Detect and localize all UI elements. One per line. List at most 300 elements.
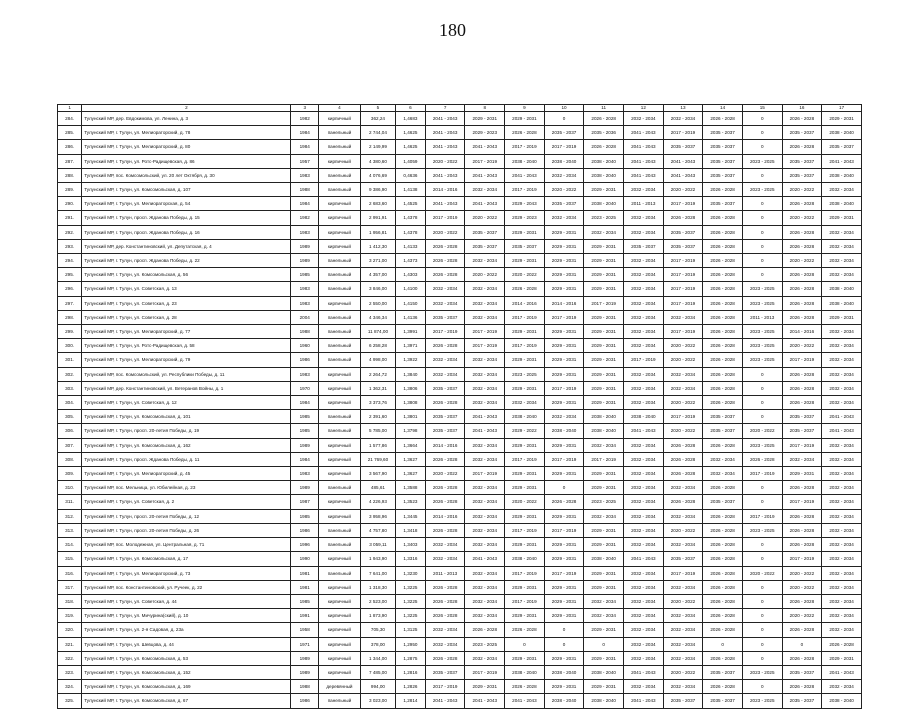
address-cell: Тулунский МР, г. Тулун, ул. Шевцова, д. 44 [82,637,291,651]
table-cell: 3 567,90 [360,467,395,481]
table-cell: 2035 - 2037 [703,424,743,438]
table-cell: 2026 - 2028 [663,438,703,452]
table-cell: 1 943,90 [360,552,395,566]
table-cell: 1983 [291,367,319,381]
table-cell: 2032 - 2034 [822,367,862,381]
table-cell: 2026 - 2028 [703,381,743,395]
column-header: 3 [291,105,319,112]
column-header: 13 [663,105,703,112]
row-number-cell: 325. [58,694,82,708]
table-cell: 2017 - 2019 [742,509,782,523]
table-cell: 2032 - 2034 [465,381,505,395]
table-cell: 2032 - 2034 [465,452,505,466]
table-cell: 2026 - 2028 [703,609,743,623]
table-cell: 2032 - 2034 [425,538,465,552]
address-cell: Тулунский МР, г. Тулун, ул. Советская, д. 12 [82,396,291,410]
table-cell: 2035 - 2037 [425,410,465,424]
table-cell: 2032 - 2034 [663,637,703,651]
table-row [58,268,862,282]
table-cell: 2014 - 2016 [425,438,465,452]
table-cell: 2029 - 2031 [544,239,584,253]
table-cell: 2038 - 2040 [822,296,862,310]
table-cell: 2017 - 2019 [465,339,505,353]
column-header: 5 [360,105,395,112]
table-cell: кирпичный [319,438,361,452]
table-cell: 2041 - 2043 [425,694,465,708]
table-cell: 2032 - 2034 [624,637,664,651]
table-cell: 2017 - 2019 [544,523,584,537]
table-cell: 1 362,31 [360,381,395,395]
table-cell: 2032 - 2034 [624,566,664,580]
table-row [58,140,862,154]
table-cell: панельный [319,410,361,424]
table-row [58,154,862,168]
table-cell: 2026 - 2028 [782,523,822,537]
row-number-cell: 294. [58,254,82,268]
table-cell: 2011 - 2013 [425,566,465,580]
table-cell: 2020 - 2022 [663,396,703,410]
table-cell: 0 [742,197,782,211]
table-cell: 1982 [291,112,319,126]
table-cell: 2023 - 2025 [584,211,624,225]
table-cell: 2029 - 2043 [505,197,545,211]
table-cell: 2026 - 2028 [663,467,703,481]
table-cell: 1989 [291,254,319,268]
table-row [58,495,862,509]
table-cell: 1,3808 [396,396,426,410]
table-cell: 2029 - 2031 [544,538,584,552]
table-cell: 2029 - 2031 [544,268,584,282]
address-cell: Тулунский МР, дер. Константиновский, ул. Ветеранов Войны, д. 1 [82,381,291,395]
table-cell: 2017 - 2019 [663,566,703,580]
table-cell: 2041 - 2043 [465,410,505,424]
row-number-cell: 316. [58,566,82,580]
table-cell: 2029 - 2031 [505,353,545,367]
table-cell: 2032 - 2034 [822,552,862,566]
table-row [58,168,862,182]
table-cell: кирпичный [319,623,361,637]
table-cell: 2041 - 2043 [624,665,664,679]
table-cell: панельный [319,183,361,197]
table-cell: 0 [742,680,782,694]
table-cell: кирпичный [319,637,361,651]
table-cell: кирпичный [319,296,361,310]
table-cell: 2029 - 2031 [505,609,545,623]
table-cell: 2026 - 2028 [703,623,743,637]
table-cell: 2026 - 2028 [703,296,743,310]
table-cell: 3 846,00 [360,282,395,296]
table-row [58,225,862,239]
column-header: 8 [465,105,505,112]
table-cell: панельный [319,268,361,282]
table-cell: 2032 - 2034 [822,254,862,268]
table-cell: 1,3971 [396,339,426,353]
table-cell: 2029 - 2031 [544,680,584,694]
table-cell: кирпичный [319,225,361,239]
table-cell: 1,3664 [396,438,426,452]
table-cell: 362,24 [360,112,395,126]
table-row [58,197,862,211]
table-cell: 2032 - 2034 [822,566,862,580]
column-header: 4 [319,105,361,112]
table-row [58,183,862,197]
address-cell: Тулунский МР, г. Тулун, ул. Мелиораторский, д. 79 [82,353,291,367]
table-cell: 0 [742,126,782,140]
table-cell: 1,4683 [396,112,426,126]
table-row [58,367,862,381]
address-cell: Тулунский МР, г. Тулун, просп. 20-летия Победы, д. 12 [82,509,291,523]
table-cell: 2032 - 2034 [822,353,862,367]
table-cell: панельный [319,566,361,580]
table-cell: 2026 - 2028 [584,140,624,154]
table-row [58,680,862,694]
row-number-cell: 305. [58,410,82,424]
table-cell: 2038 - 2040 [584,424,624,438]
table-cell: 1,3125 [396,623,426,637]
table-cell: 2029 - 2031 [584,339,624,353]
address-cell: Тулунский МР, пос. Константиновский, ул. Ручеек, д. 22 [82,580,291,594]
table-cell: 2032 - 2034 [703,467,743,481]
column-header: 17 [822,105,862,112]
address-cell: Тулунский МР, г. Тулун, ул. Мелиораторский, д. 45 [82,467,291,481]
table-cell: 2026 - 2028 [425,254,465,268]
table-cell: 2026 - 2028 [425,396,465,410]
table-cell: 2026 - 2028 [782,268,822,282]
table-cell: 2029 - 2031 [584,381,624,395]
table-cell: 7 641,00 [360,566,395,580]
table-cell: 0 [742,268,782,282]
table-row [58,637,862,651]
table-cell: 2026 - 2028 [703,239,743,253]
table-cell: 1970 [291,381,319,395]
table-cell: 2017 - 2019 [505,523,545,537]
table-cell: 4 346,34 [360,310,395,324]
table-cell: 0 [782,637,822,651]
table-cell: 2011 - 2013 [742,310,782,324]
table-cell: 2032 - 2034 [624,651,664,665]
table-cell: 0,4636 [396,168,426,182]
table-cell: 2020 - 2022 [742,424,782,438]
table-cell: 2032 - 2034 [544,211,584,225]
table-cell: 2035 - 2037 [822,140,862,154]
table-cell: 2014 - 2016 [425,183,465,197]
table-cell: 1989 [291,665,319,679]
table-cell: 2029 - 2031 [584,566,624,580]
table-cell: 2026 - 2028 [703,225,743,239]
table-cell: 2026 - 2028 [584,112,624,126]
address-cell: Тулунский МР, пос. Комсомольский, ул. 20 лет Октября, д. 30 [82,168,291,182]
table-cell: 1,3588 [396,481,426,495]
table-cell: 2029 - 2031 [505,580,545,594]
table-cell: 1996 [291,538,319,552]
table-cell: 2029 - 2031 [544,594,584,608]
row-number-cell: 321. [58,637,82,651]
table-row [58,353,862,367]
table-cell: 2029 - 2031 [584,623,624,637]
table-cell: 2026 - 2028 [703,566,743,580]
table-row [58,566,862,580]
table-cell: 0 [742,254,782,268]
table-row [58,310,862,324]
table-cell: 3 373,76 [360,396,395,410]
table-cell: 2026 - 2028 [703,268,743,282]
table-cell: 1990 [291,552,319,566]
row-number-cell: 293. [58,239,82,253]
table-cell: 2032 - 2034 [465,438,505,452]
table-cell: 1,4373 [396,254,426,268]
table-cell: 2017 - 2019 [782,438,822,452]
table-cell: 2029 - 2031 [584,310,624,324]
table-cell: 1,3627 [396,467,426,481]
table-cell: 4 998,00 [360,353,395,367]
table-cell: 2026 - 2028 [782,594,822,608]
table-cell: 1988 [291,325,319,339]
table-cell: 2041 - 2043 [624,552,664,566]
address-cell: Тулунский МР, г. Тулун, ул. Комсомольская, д. 152 [82,665,291,679]
table-cell: 2035 - 2037 [782,126,822,140]
table-cell: 2017 - 2019 [505,566,545,580]
table-cell: панельный [319,254,361,268]
table-cell: 2032 - 2034 [822,523,862,537]
table-cell: 2020 - 2022 [425,467,465,481]
table-cell: 0 [742,594,782,608]
table-cell: 2017 - 2019 [663,197,703,211]
table-cell: 1983 [291,467,319,481]
table-cell: 2032 - 2034 [624,325,664,339]
table-cell: 2032 - 2034 [425,282,465,296]
table-cell: 2017 - 2019 [425,325,465,339]
table-cell: 2038 - 2040 [822,126,862,140]
row-number-cell: 303. [58,381,82,395]
table-cell: 2023 - 2025 [742,183,782,197]
table-cell: 2032 - 2034 [822,594,862,608]
table-cell: 2032 - 2034 [822,325,862,339]
table-cell: 1,4625 [396,140,426,154]
table-cell: 2029 - 2031 [584,282,624,296]
table-cell: 2029 - 2031 [584,396,624,410]
table-cell: 2023 - 2025 [742,523,782,537]
table-cell: 4 757,80 [360,523,395,537]
table-cell: 2032 - 2034 [822,183,862,197]
table-cell: панельный [319,168,361,182]
address-cell: Тулунский МР, г. Тулун, ул. Ротс-Радищевская, д. 58 [82,339,291,353]
address-cell: Тулунский МР, г. Тулун, ул. Мелиораторский, д. 78 [82,126,291,140]
table-row [58,282,862,296]
table-cell: 2029 - 2031 [505,467,545,481]
table-cell: 2035 - 2037 [425,424,465,438]
table-cell: 21 769,60 [360,452,395,466]
table-cell: 2032 - 2034 [624,183,664,197]
table-cell: 1,2950 [396,637,426,651]
table-cell: 1,3418 [396,523,426,537]
table-cell: 2038 - 2040 [544,694,584,708]
table-cell: 2029 - 2031 [544,367,584,381]
table-cell: 2035 - 2037 [782,424,822,438]
table-cell: 2032 - 2034 [624,467,664,481]
table-cell: 2032 - 2034 [465,566,505,580]
column-header: 14 [703,105,743,112]
table-cell: 2041 - 2043 [465,168,505,182]
table-cell: 2032 - 2034 [624,523,664,537]
table-row [58,623,862,637]
column-header: 1 [58,105,82,112]
table-cell: панельный [319,538,361,552]
table-cell: 1983 [291,282,319,296]
table-row [58,211,862,225]
row-number-cell: 315. [58,552,82,566]
table-cell: 2020 - 2022 [742,566,782,580]
column-header: 11 [584,105,624,112]
table-cell: 2 744,04 [360,126,395,140]
table-cell: 6 258,28 [360,339,395,353]
table-cell: 2023 - 2025 [742,296,782,310]
table-cell: 2026 - 2028 [425,580,465,594]
table-cell: 1985 [291,424,319,438]
table-cell: 2017 - 2019 [505,183,545,197]
table-cell: 2035 - 2037 [782,410,822,424]
table-cell: 2035 - 2037 [505,239,545,253]
table-cell: 2032 - 2034 [822,580,862,594]
table-cell: 2032 - 2034 [624,509,664,523]
table-cell: 2026 - 2028 [505,680,545,694]
table-cell: панельный [319,353,361,367]
table-cell: 2 391,60 [360,410,395,424]
table-cell: 2020 - 2022 [663,353,703,367]
table-cell: 2032 - 2034 [663,580,703,594]
table-cell: 2026 - 2028 [782,282,822,296]
table-cell: 2032 - 2034 [584,509,624,523]
address-cell: Тулунский МР, г. Тулун, просп. 20-летия Победы, д. 19 [82,424,291,438]
address-cell: Тулунский МР, пос. Комсомольский, ул. Республики Победы, д. 11 [82,367,291,381]
table-cell: 1,2875 [396,651,426,665]
table-cell: 1984 [291,396,319,410]
table-cell: 2038 - 2040 [822,694,862,708]
table-cell: 2029 - 2031 [584,651,624,665]
table-cell: 2026 - 2028 [425,594,465,608]
table-cell: 2032 - 2034 [465,282,505,296]
table-cell: 2026 - 2028 [425,523,465,537]
table-cell: 2029 - 2031 [505,112,545,126]
table-cell: 1957 [291,154,319,168]
table-cell: 2 550,00 [360,296,395,310]
table-cell: 2020 - 2022 [465,268,505,282]
table-cell: 2026 - 2028 [782,651,822,665]
row-number-cell: 311. [58,495,82,509]
table-cell: 2029 - 2031 [584,239,624,253]
table-cell: 2038 - 2040 [505,552,545,566]
table-cell: 0 [742,580,782,594]
table-cell: 2026 - 2028 [703,325,743,339]
table-cell: 1987 [291,495,319,509]
table-cell: 2035 - 2037 [703,410,743,424]
table-cell: 2035 - 2037 [663,225,703,239]
table-cell: 2023 - 2025 [505,367,545,381]
table-cell: 2029 - 2031 [544,254,584,268]
address-cell: Тулунский МР, дер. Константиновский, ул. Депутатская, д. 4 [82,239,291,253]
table-cell: 2035 - 2037 [782,154,822,168]
table-cell: 2029 - 2031 [505,438,545,452]
table-cell: 1 318,30 [360,580,395,594]
table-cell: 2029 - 2031 [465,680,505,694]
table-cell: 1958 [291,623,319,637]
table-cell: кирпичный [319,154,361,168]
row-number-cell: 308. [58,452,82,466]
table-cell: 2029 - 2031 [505,509,545,523]
table-cell: 1986 [291,353,319,367]
row-number-cell: 287. [58,154,82,168]
table-cell: 2026 - 2028 [425,268,465,282]
table-cell: 2026 - 2028 [703,438,743,452]
table-cell: 2032 - 2034 [624,580,664,594]
table-cell: 2038 - 2040 [544,665,584,679]
table-cell: 2026 - 2028 [782,680,822,694]
row-number-cell: 292. [58,225,82,239]
table-cell: 2035 - 2037 [544,126,584,140]
table-cell: 2014 - 2016 [505,296,545,310]
table-cell: 2029 - 2031 [584,523,624,537]
table-cell: 2035 - 2037 [425,665,465,679]
table-cell: 2041 - 2043 [505,168,545,182]
table-cell: 2032 - 2034 [624,367,664,381]
table-cell: 2032 - 2034 [465,538,505,552]
address-cell: Тулунский МР, г. Тулун, ул. Мичурина(ский), д. 10 [82,609,291,623]
table-cell: 2032 - 2034 [624,268,664,282]
table-cell: 2032 - 2034 [465,651,505,665]
table-cell: 2026 - 2028 [703,552,743,566]
table-cell: 2032 - 2034 [624,538,664,552]
table-cell: 1,3230 [396,566,426,580]
table-cell: 2020 - 2022 [782,211,822,225]
table-cell: кирпичный [319,509,361,523]
table-cell: 2032 - 2034 [465,310,505,324]
table-cell: 2032 - 2034 [822,381,862,395]
table-cell: 2041 - 2043 [425,197,465,211]
table-cell: 2 991,91 [360,211,395,225]
address-cell: Тулунский МР, г. Тулун, ул. Комсомольская, д. 17 [82,552,291,566]
table-cell: 2032 - 2034 [465,495,505,509]
table-cell: 2029 - 2031 [505,538,545,552]
address-cell: Тулунский МР, г. Тулун, ул. Ротс-Радищевская, д. 86 [82,154,291,168]
table-cell: 0 [742,225,782,239]
table-cell: 0 [742,623,782,637]
table-cell: 1989 [291,438,319,452]
table-cell: 2035 - 2037 [425,381,465,395]
table-cell: 0 [544,481,584,495]
table-cell: кирпичный [319,239,361,253]
table-cell: 2032 - 2034 [465,509,505,523]
table-cell: 1983 [291,225,319,239]
table-row [58,239,862,253]
address-cell: Тулунский МР, г. Тулун, ул. Советская, д. 2 [82,495,291,509]
table-cell: 2023 - 2025 [742,665,782,679]
table-cell: 2026 - 2028 [663,211,703,225]
table-cell: 1986 [291,523,319,537]
table-cell: 1,3798 [396,424,426,438]
table-cell: 1984 [291,452,319,466]
row-number-cell: 285. [58,126,82,140]
table-cell: 2017 - 2019 [544,140,584,154]
table-cell: 2004 [291,310,319,324]
table-cell: 2026 - 2028 [782,623,822,637]
table-cell: 2032 - 2034 [425,623,465,637]
table-cell: 2014 - 2016 [544,296,584,310]
table-cell: панельный [319,523,361,537]
table-cell: 2032 - 2034 [544,410,584,424]
table-cell: 2020 - 2022 [544,183,584,197]
table-row [58,396,862,410]
row-number-cell: 312. [58,509,82,523]
table-cell: 2029 - 2031 [544,325,584,339]
